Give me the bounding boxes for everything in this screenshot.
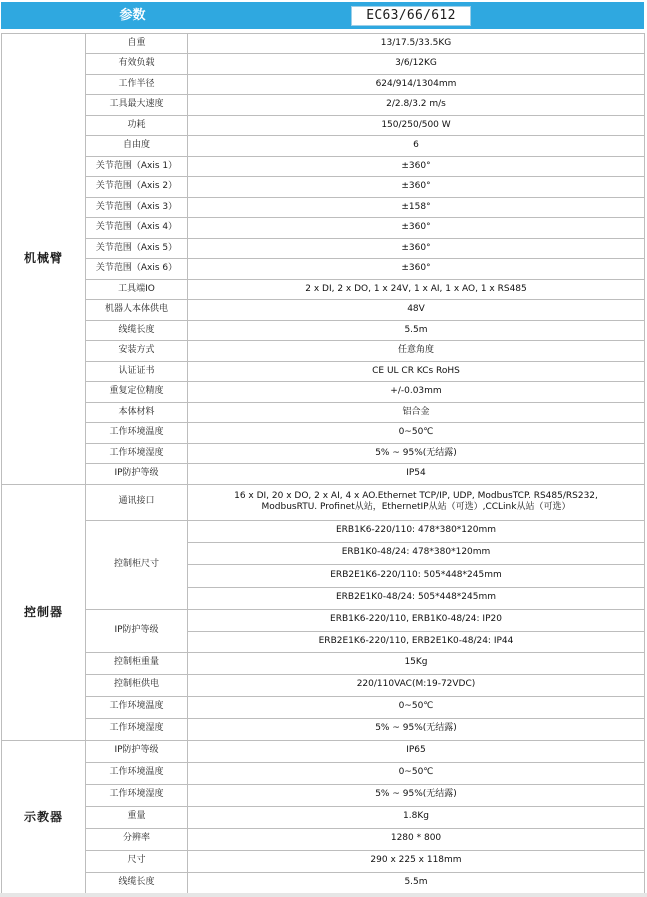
table-row	[2, 872, 645, 894]
table-row	[2, 464, 645, 485]
arm-section	[2, 34, 645, 485]
param-label: 工具端IO	[86, 279, 188, 300]
table-row	[2, 197, 645, 218]
param-value: ±360°	[188, 238, 645, 259]
table-row	[2, 806, 645, 828]
param-value: 624/914/1304mm	[188, 74, 645, 95]
table-row	[2, 74, 645, 95]
table-row	[2, 520, 645, 542]
model-name-box: EC63/66/612	[351, 6, 471, 26]
param-value: ERB2E1K6-220/110: 505*448*245mm	[188, 564, 645, 587]
table-row	[2, 279, 645, 300]
param-value: 6	[188, 136, 645, 157]
param-label: 关节范围（Axis 4）	[86, 218, 188, 239]
param-value: 5.5m	[188, 872, 645, 894]
param-label: 本体材料	[86, 402, 188, 423]
param-label: 关节范围（Axis 2）	[86, 177, 188, 198]
category-pendant: 示教器	[2, 740, 86, 894]
pendant-section	[2, 740, 645, 894]
param-label: 控制柜供电	[86, 674, 188, 696]
table-row	[2, 696, 645, 718]
table-row	[2, 484, 645, 520]
param-label: 工作环境湿度	[86, 443, 188, 464]
table-row	[2, 784, 645, 806]
param-label: 线缆长度	[86, 320, 188, 341]
param-label: 自重	[86, 34, 188, 54]
param-value: 5% ~ 95%(无结露)	[188, 784, 645, 806]
param-value: ±360°	[188, 259, 645, 280]
table-row	[2, 674, 645, 696]
param-label: 工具最大速度	[86, 95, 188, 116]
table-row	[2, 54, 645, 75]
param-label: 工作环境温度	[86, 696, 188, 718]
table-row	[2, 300, 645, 321]
param-label: 控制柜尺寸	[86, 520, 188, 609]
param-label: 线缆长度	[86, 872, 188, 894]
table-row	[2, 136, 645, 157]
param-value: 5.5m	[188, 320, 645, 341]
param-label: 有效负载	[86, 54, 188, 75]
table-row	[2, 443, 645, 464]
bottom-edge	[0, 893, 647, 897]
table-row	[2, 828, 645, 850]
param-label: 安装方式	[86, 341, 188, 362]
table-row	[2, 762, 645, 784]
param-value: ERB2E1K0-48/24: 505*448*245mm	[188, 587, 645, 609]
param-value: 任意角度	[188, 341, 645, 362]
table-row	[2, 652, 645, 674]
param-value: 5% ~ 95%(无结露)	[188, 718, 645, 740]
param-label: 工作半径	[86, 74, 188, 95]
param-label: 自由度	[86, 136, 188, 157]
param-label: 尺寸	[86, 850, 188, 872]
category-controller: 控制器	[2, 484, 86, 740]
param-value-comm	[188, 484, 645, 520]
table-row	[2, 740, 645, 762]
spec-table	[1, 33, 645, 895]
comm-line-1: 16 x DI, 20 x DO, 2 x AI, 4 x AO.Ethernet TCP/IP, UDP, ModbusTCP. RS485/RS232,	[234, 490, 598, 501]
param-label: IP防护等级	[86, 740, 188, 762]
param-value: ±360°	[188, 177, 645, 198]
table-row	[2, 382, 645, 403]
param-label: 机器人本体供电	[86, 300, 188, 321]
table-row	[2, 115, 645, 136]
param-value: 2 x DI, 2 x DO, 1 x 24V, 1 x AI, 1 x AO, 1 x RS485	[188, 279, 645, 300]
param-value: 150/250/500 W	[188, 115, 645, 136]
param-value: ±360°	[188, 218, 645, 239]
param-value: +/-0.03mm	[188, 382, 645, 403]
param-label: 关节范围（Axis 1）	[86, 156, 188, 177]
param-value: 铝合金	[188, 402, 645, 423]
param-label: 工作环境湿度	[86, 718, 188, 740]
param-value: ERB1K6-220/110: 478*380*120mm	[188, 520, 645, 542]
param-label: 功耗	[86, 115, 188, 136]
table-row	[2, 423, 645, 444]
param-value: ERB1K6-220/110, ERB1K0-48/24: IP20	[188, 609, 645, 631]
param-value: 15Kg	[188, 652, 645, 674]
param-value: 3/6/12KG	[188, 54, 645, 75]
param-value: 290 x 225 x 118mm	[188, 850, 645, 872]
param-label: 重复定位精度	[86, 382, 188, 403]
param-label: 控制柜重量	[86, 652, 188, 674]
param-value: 1280 * 800	[188, 828, 645, 850]
param-label: 关节范围（Axis 3）	[86, 197, 188, 218]
param-label: 认证证书	[86, 361, 188, 382]
param-value: ±360°	[188, 156, 645, 177]
table-row	[2, 156, 645, 177]
table-row	[2, 850, 645, 872]
param-label: 通讯接口	[86, 484, 188, 520]
table-row	[2, 95, 645, 116]
table-row	[2, 718, 645, 740]
table-row	[2, 177, 645, 198]
param-value: 48V	[188, 300, 645, 321]
param-value: 0~50℃	[188, 423, 645, 444]
param-value: IP54	[188, 464, 645, 485]
category-arm: 机械臂	[2, 34, 86, 485]
table-row	[2, 402, 645, 423]
param-label: 工作环境温度	[86, 762, 188, 784]
controller-section	[2, 484, 645, 740]
table-row	[2, 609, 645, 631]
param-value: ERB2E1K6-220/110, ERB2E1K0-48/24: IP44	[188, 631, 645, 652]
param-label: 关节范围（Axis 6）	[86, 259, 188, 280]
param-label: IP防护等级	[86, 609, 188, 652]
table-row	[2, 238, 645, 259]
param-value: 5% ~ 95%(无结露)	[188, 443, 645, 464]
header-label: 参数	[119, 8, 146, 23]
table-row	[2, 34, 645, 54]
param-label: 工作环境湿度	[86, 784, 188, 806]
param-value: CE UL CR KCs RoHS	[188, 361, 645, 382]
param-value: 0~50℃	[188, 762, 645, 784]
param-value: 0~50℃	[188, 696, 645, 718]
comm-line-2: ModbusRTU. Profinet从站，EthernetIP从站（可选）,CCLink从站（可选）	[261, 502, 571, 512]
table-header	[1, 2, 644, 29]
param-value: 13/17.5/33.5KG	[188, 34, 645, 54]
param-label: 重量	[86, 806, 188, 828]
table-row	[2, 259, 645, 280]
param-value: ±158°	[188, 197, 645, 218]
param-label: 工作环境温度	[86, 423, 188, 444]
param-value: ERB1K0-48/24: 478*380*120mm	[188, 542, 645, 564]
param-value: 220/110VAC(M:19-72VDC)	[188, 674, 645, 696]
table-row	[2, 320, 645, 341]
param-value: 2/2.8/3.2 m/s	[188, 95, 645, 116]
param-value: IP65	[188, 740, 645, 762]
table-row	[2, 218, 645, 239]
table-row	[2, 361, 645, 382]
param-label: IP防护等级	[86, 464, 188, 485]
param-label: 分辨率	[86, 828, 188, 850]
param-label: 关节范围（Axis 5）	[86, 238, 188, 259]
table-row	[2, 341, 645, 362]
param-value: 1.8Kg	[188, 806, 645, 828]
